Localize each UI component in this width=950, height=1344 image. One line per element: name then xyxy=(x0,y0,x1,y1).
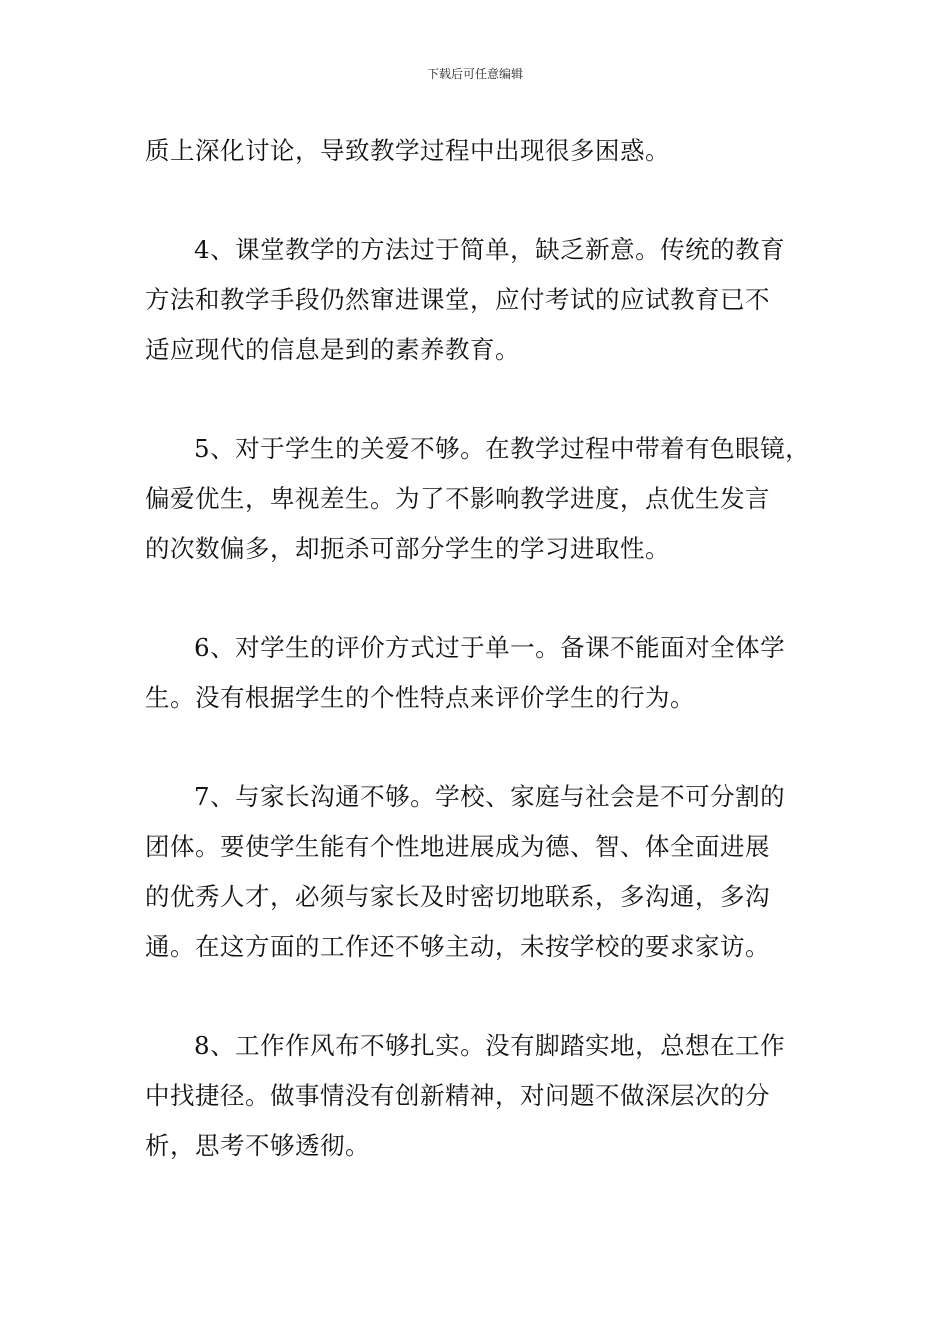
text-line: 8、工作作风布不够扎实。没有脚踏实地，总想在工作 xyxy=(194,1031,786,1060)
document-body xyxy=(145,126,810,1171)
text-line: 中找捷径。做事情没有创新精神，对问题不做深层次的分 xyxy=(145,1081,770,1110)
text-line: 4、课堂教学的方法过于简单，缺乏新意。传统的教育 xyxy=(194,235,786,264)
text-line: 方法和教学手段仍然窜进课堂，应付考试的应试教育已不 xyxy=(145,285,770,314)
text-line: 的优秀人才，必须与家长及时密切地联系，多沟通，多沟 xyxy=(145,882,770,911)
text-line: 6、对学生的评价方式过于单一。备课不能面对全体学 xyxy=(194,633,786,662)
paragraph-item-7 xyxy=(145,772,810,972)
text-line: 通。在这方面的工作还不够主动，未按学校的要求家访。 xyxy=(145,932,770,961)
text-line: 团体。要使学生能有个性地进展成为德、智、体全面进展 xyxy=(145,832,770,861)
paragraph-item-4 xyxy=(145,225,810,375)
text-line: 生。没有根据学生的个性特点来评价学生的行为。 xyxy=(145,683,695,712)
text-line: 的次数偏多，却扼杀可部分学生的学习进取性。 xyxy=(145,534,670,563)
text-line: 5、对于学生的关爱不够。在教学过程中带着有色眼镜， xyxy=(194,434,811,463)
paragraph-item-6 xyxy=(145,623,810,723)
text-line: 适应现代的信息是到的素养教育。 xyxy=(145,335,520,364)
paragraph-item-8 xyxy=(145,1021,810,1171)
page-header: 下载后可任意编辑 xyxy=(426,67,523,81)
text-line: 7、与家长沟通不够。学校、家庭与社会是不可分割的 xyxy=(194,782,786,811)
paragraph-continuation xyxy=(145,126,810,176)
paragraph-item-5 xyxy=(145,424,810,574)
text-line: 质上深化讨论，导致教学过程中出现很多困惑。 xyxy=(145,136,670,165)
text-line: 偏爱优生，卑视差生。为了不影响教学进度，点优生发言 xyxy=(145,484,770,513)
text-line: 析，思考不够透彻。 xyxy=(145,1131,370,1160)
